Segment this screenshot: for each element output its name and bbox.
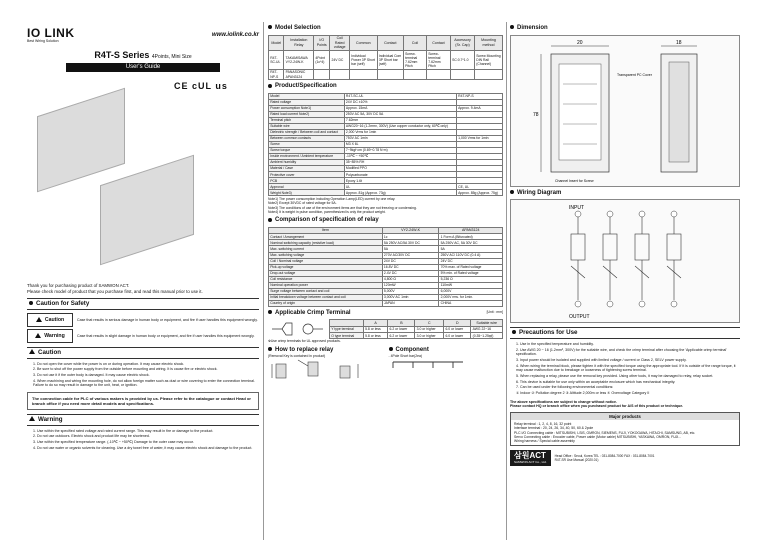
- crimp-note: ※Use crimp terminals for UL approved products.: [268, 339, 341, 344]
- warning-definition-text: Case that results in slight damage in human body or equipment, and fire if user handles this equipment wrongly.: [77, 333, 255, 338]
- table-cell: R4T-NP-S: [456, 93, 502, 99]
- table-header: Accessory (Sr. Cap): [450, 35, 474, 51]
- table-header: Model: [269, 35, 284, 51]
- table-cell: 6,000V: [439, 288, 503, 294]
- spec-note: Note2) Except 30VDC of rated voltage for 5A.: [268, 201, 337, 206]
- caution-definition-text: Case that results in serious damage in human body or equipment, and fire if user handles this equipment wrongly.: [77, 317, 258, 322]
- short-bar-drawing: [389, 358, 479, 372]
- table-cell: Between common contacts: [269, 135, 345, 141]
- table-cell: 5.8 or less: [363, 327, 387, 333]
- dimension-heading: Dimension: [510, 25, 740, 33]
- table-cell: 5% min. of Rated voltage: [439, 270, 503, 276]
- warning-item: 3. Use within the specified temperature range. (-10℃ ~ +50℃) Damage to the outer case may occur.: [33, 440, 194, 445]
- wiring-heading: Wiring Diagram: [510, 190, 740, 198]
- table-cell: Screw torque: [269, 147, 345, 153]
- table-cell: 250V AC 5A, 30V DC 5A: [344, 111, 456, 117]
- precaution-item: 4. When wiring the terminal block, please tighten it with the specified torque using the appropriate tool. If it is outside of the range torque, it may cause malfunction due to breakage or looseness of tightening screw terminal.: [516, 363, 736, 373]
- spec-heading: Product/Specification: [268, 83, 503, 91]
- users-guide-banner: User's Guide: [66, 63, 220, 72]
- precaution-item: ① Indoor ② Pollution degree 2 ③ Altitude 2,000m or less ④ Overvoltage Category II: [516, 391, 650, 396]
- table-cell: M3 X 6L: [344, 141, 456, 147]
- spec-notes: [268, 197, 503, 214]
- bullet-icon: [268, 347, 272, 351]
- warning-triangle-icon: [29, 416, 35, 421]
- wiring-svg: [511, 200, 739, 322]
- table-cell: 3.0 or higher: [415, 333, 444, 339]
- spec-note: Note1) The power consumption including Operation Lamp(LED) current by one relay.: [268, 197, 396, 202]
- table-cell: 2,000 Vrms for 1min: [344, 129, 456, 135]
- major-item: PLC I/O Connecting cable : MITSUBISHI, LSIS, OMRON, SIEMENS, FUJI, YOKOGAWA, HITACHI, SAMSUNG, AB, etc.: [514, 430, 696, 435]
- table-cell: O type terminal: [330, 333, 364, 339]
- warning-item: 1. Use within the specified rated voltage and rated current range. This may result in fire or damage to the product.: [33, 428, 214, 433]
- replace-heading: How to replace relay: [268, 347, 383, 355]
- table-cell: 110mW: [439, 282, 503, 288]
- caution-item: 2. Be sure to shut off the power supply from the outside before mounting and wiring. It is cause fire or electric shock.: [33, 367, 218, 372]
- warning-item: 2. Do not use outdoors. Electric shock and product life may be shortened.: [33, 434, 150, 439]
- table-cell: Model: [269, 93, 345, 99]
- table-cell: Screw: [269, 141, 345, 147]
- dimension-label: 20: [577, 39, 583, 46]
- table-cell: 5A: [439, 246, 503, 252]
- company-footer: [510, 450, 740, 466]
- table-cell: Approx. 85g (Approx. 75g): [456, 190, 502, 196]
- table-cell: CE, UL: [456, 184, 502, 190]
- bullet-icon: [268, 84, 272, 88]
- table-cell: JAPAN: [382, 300, 439, 306]
- table-cell: Y type terminal: [330, 327, 364, 333]
- major-item: Relay terminal : 1, 2, 4, 8, 16, 32 point: [514, 422, 572, 427]
- table-cell: Ambient humidity: [269, 160, 345, 166]
- bullet-icon: [389, 347, 393, 351]
- dimension-label: Channel Insert for Screw: [555, 178, 594, 183]
- table-cell: 3,000V AC 1min: [382, 294, 439, 300]
- table-cell: Material / Case: [269, 166, 345, 172]
- table-cell: Modified PPO: [344, 166, 456, 172]
- table-cell: 24V DC ±10%: [344, 99, 456, 105]
- company-logo: 삼원ACT SAMWON ACT Co., Ltd.: [510, 450, 551, 466]
- table-header: D: [444, 320, 471, 327]
- certification-marks: CE cUL us: [174, 81, 228, 91]
- table-cell: Suitable wire: [269, 123, 345, 129]
- dimension-drawing: [510, 35, 740, 187]
- warning-badge: Warning: [27, 329, 73, 343]
- warning-definition: [27, 329, 259, 343]
- bottom-note: Please contact HQ or branch office when you purchased product for A/S of this product or technique.: [510, 404, 684, 409]
- bottom-notes: [510, 400, 740, 409]
- major-products-box: [510, 412, 740, 447]
- table-cell: 750V AC 1min: [344, 135, 456, 141]
- table-header: A: [363, 320, 387, 327]
- table-cell: Protective cover: [269, 172, 345, 178]
- table-row: [269, 234, 503, 240]
- table-row: [330, 333, 503, 339]
- table-cell: 4,800 Ω: [382, 276, 439, 282]
- comparison-table: [268, 227, 503, 307]
- table-cell: Approx. 15mA: [344, 105, 456, 111]
- warning-heading: Warning: [27, 414, 259, 426]
- table-cell: 6.2 or lower: [388, 333, 415, 339]
- table-cell: (0.35~1.25㎟): [471, 333, 503, 339]
- table-cell: Nominal operation power: [269, 282, 383, 288]
- table-cell: Nominal switching capacity (resistive load): [269, 240, 383, 246]
- precaution-item: 7. Can be used under the following environmental conditions:: [516, 385, 614, 390]
- dimension-svg: [511, 36, 739, 186]
- bullet-icon: [29, 301, 33, 305]
- table-cell: 2,000V rms. for 1min.: [439, 294, 503, 300]
- caution-list: [27, 362, 259, 388]
- table-row: [269, 240, 503, 246]
- crimp-section: [268, 319, 503, 339]
- table-cell: 70% max. of Rated voltage: [439, 264, 503, 270]
- table-row: [269, 190, 503, 196]
- comparison-heading: Comparison of specification of relay: [268, 217, 503, 225]
- spec-column: [268, 22, 503, 381]
- table-header: C: [415, 320, 444, 327]
- table-cell: Weight Note3): [269, 190, 345, 196]
- table-header: [330, 320, 364, 327]
- thank-line-1: Thank you for purchasing product of SAMWON ACT.: [27, 283, 130, 288]
- component-heading: Component: [389, 347, 504, 355]
- series-name: R4T-S Series: [94, 50, 150, 60]
- website: www.iolink.co.kr: [211, 32, 259, 38]
- table-header: Contact: [377, 35, 403, 51]
- dimension-label: Transparent PC Cover: [617, 72, 652, 77]
- table-cell: Pick-up voltage: [269, 264, 383, 270]
- precaution-item: 1. Use in the specified temperature and humidity.: [516, 341, 594, 346]
- bottom-note: The above specifications are subject to change without notice.: [510, 399, 618, 404]
- table-cell: 5A: [382, 246, 439, 252]
- bullet-icon: [268, 310, 272, 314]
- caution-safety-heading: Caution for Safety: [27, 298, 259, 310]
- table-header: I/O Points: [314, 35, 330, 51]
- spec-table: [268, 93, 503, 197]
- table-cell: Rated load current Note2): [269, 111, 345, 117]
- major-item: Servo Connecting cable : Encoder cable, Power cable (Motor cable) MITSUBISHI, YASKAWA, OMRON, FUJI...: [514, 434, 682, 439]
- table-cell: 2.4V DC: [382, 270, 439, 276]
- table-cell: 24V DC: [439, 258, 503, 264]
- table-cell: Max. switching current: [269, 246, 383, 252]
- component-sub: - 4Pole Short bar(2ea): [388, 354, 423, 359]
- table-cell: 6.0 or lower: [444, 327, 471, 333]
- precautions-list: [510, 342, 740, 396]
- column-divider: [506, 22, 507, 540]
- major-products-title: Major products: [511, 413, 739, 421]
- crimp-terminal-drawing: [268, 319, 326, 339]
- table-cell: 35~85% RH: [344, 160, 456, 166]
- bullet-icon: [510, 25, 514, 29]
- table-cell: UL: [344, 184, 456, 190]
- table-cell: 6.0 or lower: [444, 333, 471, 339]
- thank-line-2: Please check model of product that you purchase first, and read this manual prior to use it.: [27, 288, 203, 294]
- wiring-output-label: OUTPUT: [569, 314, 590, 320]
- wiring-input-label: INPUT: [569, 205, 584, 211]
- table-header: Item: [269, 227, 383, 234]
- caution-item: 3. Do not use it if the outer body is damaged. It may cause electric shock.: [33, 373, 150, 378]
- table-header: APAN3124: [439, 227, 503, 234]
- iolink-logo: IO LINK: [27, 26, 75, 40]
- table-cell: Contact / Arrangement: [269, 234, 383, 240]
- table-cell: Approx. 81g (Approx. 73g): [344, 190, 456, 196]
- warning-list: [27, 429, 259, 451]
- caution-item: 1. Do not open the cover while the power is on or during operation. It may cause electric shock.: [33, 361, 185, 366]
- table-cell: Max. switching voltage: [269, 252, 383, 258]
- warning-triangle-icon: [29, 349, 35, 354]
- table-cell: 24V DC: [382, 258, 439, 264]
- table-cell: Dielectric strength / Between coil and contact: [269, 129, 345, 135]
- table-cell: 5A 250V AC/5A 30V DC: [382, 240, 439, 246]
- bullet-icon: [512, 330, 516, 334]
- precautions-heading: Precautions for Use: [510, 327, 740, 339]
- product-photo-bottom: [100, 155, 194, 266]
- table-header: Mounting method: [475, 35, 503, 51]
- table-row: [269, 300, 503, 306]
- table-header: Coil Rated voltage: [330, 35, 350, 51]
- table-cell: Surge voltage between contact and coil: [269, 288, 383, 294]
- connection-cable-note: The connection cable for PLC of various makers is provided by us. Please refer to the catalogue or contact Head or branch office if you need more detail models and specifications.: [27, 392, 259, 410]
- table-cell: Coil / Nominal voltage: [269, 258, 383, 264]
- brand-header: [27, 26, 259, 43]
- major-item: Interface terminal : 20, 24, 26, 34, 40, 50, 60 & 2pole: [514, 426, 594, 431]
- column-divider: [263, 22, 264, 540]
- table-cell: Drop-out voltage: [269, 270, 383, 276]
- crimp-heading: Applicable Crimp Terminal [Unit : mm]: [268, 310, 503, 318]
- logo-tagline: Best Wiring Solution: [27, 39, 59, 43]
- warning-triangle-icon: [35, 333, 41, 338]
- table-cell: 7.62mm: [344, 117, 456, 123]
- table-cell: 7~9kgf·cm (0.69~0.78 N·m): [344, 147, 456, 153]
- table-header: Contact: [427, 35, 451, 51]
- precaution-item: 6. This device is suitable for use only within an acceptable enclosure which has mechanical integrity.: [516, 379, 676, 384]
- table-cell: AWG20~16 (1.2mm², 300V) (Use copper conductor only, 60℃ only): [344, 123, 456, 129]
- dimension-label: 78: [533, 111, 539, 118]
- caution-badge: Caution: [27, 313, 73, 327]
- model-selection-table: [268, 35, 503, 81]
- table-cell: Initial breakdown voltage between contact and coil: [269, 294, 383, 300]
- table-cell: Approx. 9.4mA: [456, 105, 502, 111]
- series-subtitle: 4Points, Mini Size: [151, 54, 192, 60]
- product-title: [27, 50, 259, 61]
- spec-note: Note4) It is weight in pulse condition, parenthesized is only the product weight.: [268, 209, 386, 214]
- model-selection-heading: Model Selection: [268, 25, 503, 33]
- major-item: Wiring harness / Special cable assembly: [514, 439, 575, 444]
- table-cell: Coil resistance: [269, 276, 383, 282]
- caution-heading: Caution: [27, 347, 259, 359]
- table-cell: Polycarbonate: [344, 172, 456, 178]
- table-row: R4T-SC-UL TAKAMISAWA VY2-24W-K 4Point (1c*4) 24V DC Individual Power 3P Short bar (self) Individual Com 3P Short bar (self) Screw-terminal 7.62mm Pitch Screw-terminal 7.62mm Pitch SC:0.7*1.0 Screw Mounting DIN Rail (Channel): [270, 51, 501, 69]
- precaution-item: 3. Input power should be isolated and supplied with limited voltage / current or Class 2, SELV power supply.: [516, 357, 687, 362]
- major-products-list: [511, 420, 739, 445]
- table-cell: 120mW: [382, 282, 439, 288]
- warning-item: 4. Do not use water or organic solvents for cleaning. Use a dry towel free of water, it may cause electric shock and damage to the product.: [33, 445, 253, 450]
- table-cell: 3.0 or higher: [415, 327, 444, 333]
- table-cell: CHINA: [439, 300, 503, 306]
- table-cell: 16.8V DC: [382, 264, 439, 270]
- table-cell: PCB: [269, 178, 345, 184]
- wiring-diagram: [510, 199, 740, 323]
- replace-sub: (Removal Key is contained in product): [268, 354, 326, 359]
- table-cell: -10℃ ~ +50℃: [344, 154, 456, 160]
- table-cell: 5.8 or less: [363, 333, 387, 339]
- table-row: R4T-NP-S PANASONIC APAN3124: [269, 69, 503, 79]
- company-address: Head Office : Seoul, Korea TEL : 031-8084-7000 FAX : 031-8084-7001 R4T-SR Use Manual (2020.01): [554, 454, 655, 463]
- table-header: Installation Relay: [284, 35, 314, 51]
- table-header: B: [388, 320, 415, 327]
- caution-item: 4. When machining and wiring the mounting hole, do not allow foreign matter such as dust or wire covering to enter the connection terminal. Failure to do so may result in damage to the unit, heat, or ignition.: [33, 378, 255, 388]
- table-cell: Approval: [269, 184, 345, 190]
- table-cell: 5,000V: [382, 288, 439, 294]
- table-row: [269, 252, 503, 258]
- table-cell: AWG 22~16: [471, 327, 503, 333]
- thank-you-note: [27, 283, 259, 294]
- dimension-label: 18: [676, 39, 682, 46]
- table-cell: Epoxy 1.6t: [344, 178, 456, 184]
- table-cell: 5,236 Ω: [439, 276, 503, 282]
- component: [389, 347, 504, 382]
- table-cell: Terminal pitch: [269, 117, 345, 123]
- table-header: Coil: [403, 35, 426, 51]
- product-photo-top: [37, 88, 125, 193]
- table-cell: 1 Form A (Bifurcated): [439, 234, 503, 240]
- table-header: Suitable wire: [471, 320, 503, 327]
- dimension-column: [510, 22, 740, 466]
- table-cell: Inside environment / Ambient temperature: [269, 154, 345, 160]
- caution-definition: [27, 313, 259, 327]
- table-cell: 270V AC/30V DC: [382, 252, 439, 258]
- replace-relay: [268, 347, 383, 382]
- table-row: [269, 294, 503, 300]
- bullet-icon: [268, 218, 272, 222]
- table-cell: 250V AC/ 110V DC (0.4 A): [439, 252, 503, 258]
- table-cell: Power consumption Note1): [269, 105, 345, 111]
- table-cell: Rated voltage: [269, 99, 345, 105]
- table-cell: 1,000 Vrms for 1min: [456, 135, 502, 141]
- table-cell: R4T-SC-UL: [344, 93, 456, 99]
- crimp-table: [329, 319, 503, 339]
- bullet-icon: [268, 25, 272, 29]
- replace-component-row: [268, 347, 503, 382]
- table-cell: 6.2 or lower: [388, 327, 415, 333]
- table-header: VY2-24W-K: [382, 227, 439, 234]
- table-cell: Country of origin: [269, 300, 383, 306]
- warning-triangle-icon: [36, 317, 42, 322]
- replace-relay-drawing: [268, 358, 368, 380]
- spec-note: Note3) The conditions of use of the environment items are that they are not freezing or condensing.: [268, 205, 417, 210]
- precaution-item: 5. When replacing a relay, please use the removal key provided. Using other tools, it may be damaged to relay, relay socket.: [516, 373, 714, 378]
- table-header: Common: [350, 35, 378, 51]
- bullet-icon: [510, 190, 514, 194]
- precaution-item: 2. Use AWG 20 ~ 16 (1.2mm², 300V) for the suitable wire, and check the crimp terminal after choosing the 'Applicable crimp terminal' specification.: [516, 347, 727, 357]
- table-cell: 1c: [382, 234, 439, 240]
- table-cell: 5A 250V AC, 5A 30V DC: [439, 240, 503, 246]
- safety-column: [27, 298, 259, 452]
